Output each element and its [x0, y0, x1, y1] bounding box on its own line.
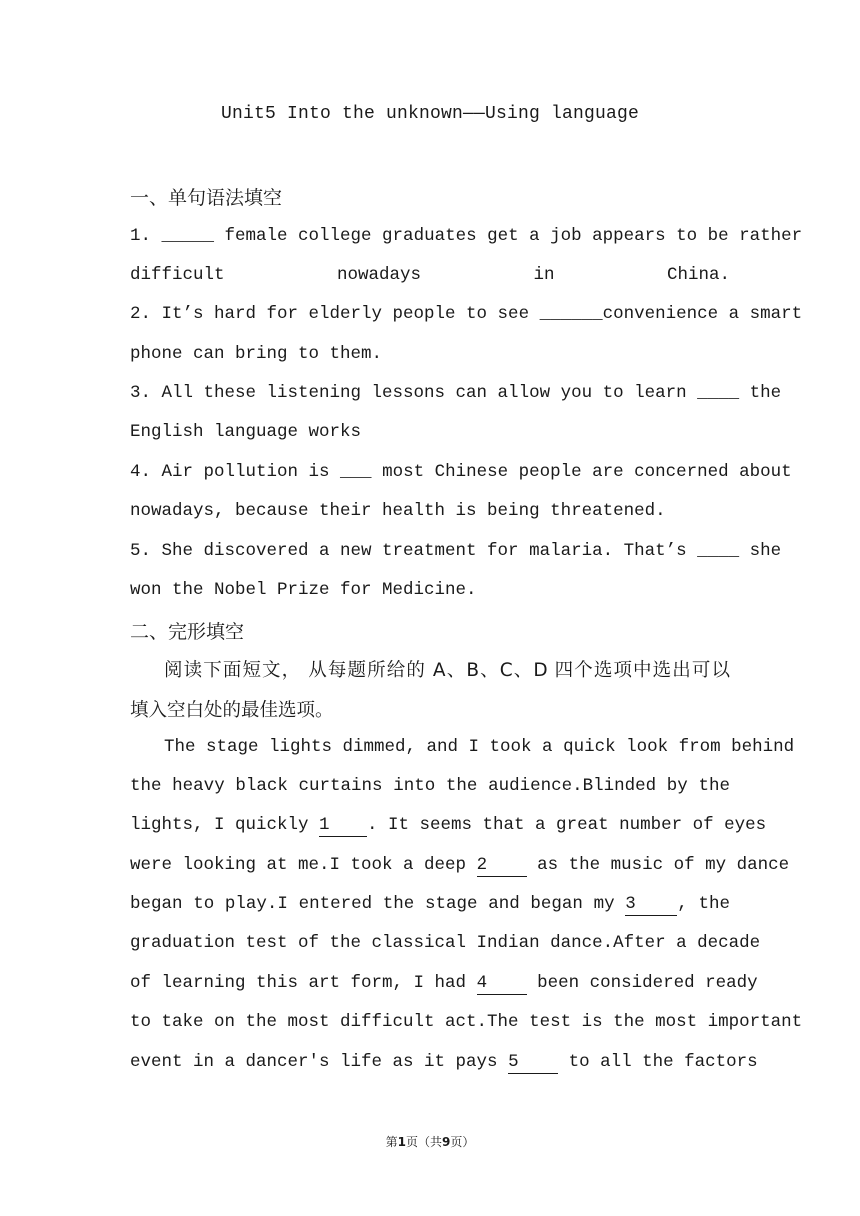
text-segment: as the music of my dance	[526, 855, 790, 875]
text-segment: the	[739, 383, 782, 403]
question-1-line-2: difficult nowadays in China.	[130, 265, 730, 285]
question-4-line-2: nowadays, because their health is being threatened.	[130, 501, 666, 521]
passage-line-7	[130, 973, 758, 995]
text-segment: lights, I quickly	[130, 815, 320, 835]
text-segment: event in a dancer's life as it pays	[130, 1052, 509, 1072]
answer-blank: ___	[340, 462, 372, 482]
answer-blank: _____	[161, 226, 215, 246]
text-segment: convenience a smart	[602, 304, 803, 324]
section1-heading: 一、单句语法填空	[130, 187, 283, 209]
footer-text: 第	[385, 1135, 398, 1149]
current-page-number: 1	[397, 1135, 406, 1149]
passage-line-8: to take on the most difficult act.The test is the most important	[130, 1012, 803, 1032]
passage-line-1: The stage lights dimmed, and I took a quick look from behind	[164, 737, 795, 757]
text-segment: were looking at me.I took a deep	[130, 855, 477, 875]
passage-line-6: graduation test of the classical Indian dance.After a decade	[130, 933, 761, 953]
text-segment: most Chinese people are concerned about	[371, 462, 792, 482]
answer-blank: ____	[697, 383, 740, 403]
cloze-blank-5: 5	[508, 1054, 558, 1074]
document-title: Unit5 Into the unknown——Using language	[220, 104, 640, 124]
text-segment: 5. She discovered a new treatment for malaria. That’s	[130, 541, 698, 561]
footer-text: 页）	[450, 1135, 475, 1149]
text-segment: began to play.I entered the stage and began my	[130, 894, 626, 914]
cloze-blank-1: 1	[319, 817, 367, 837]
answer-blank: ______	[539, 304, 603, 324]
text-segment: to all the factors	[558, 1052, 758, 1072]
answer-blank: ____	[697, 541, 740, 561]
text-segment: of learning this art form, I had	[130, 973, 477, 993]
question-3-line-1	[130, 383, 782, 403]
question-2-line-2: phone can bring to them.	[130, 344, 383, 364]
instructions-line-1: 阅读下面短文， 从每题所给的 A、B、C、D 四个选项中选出可以	[164, 660, 730, 681]
question-3-line-2: English language works	[130, 422, 362, 442]
question-5-line-1	[130, 541, 782, 561]
text-segment: , the	[677, 894, 730, 914]
cloze-blank-2: 2	[477, 857, 527, 877]
page-footer	[0, 1133, 860, 1150]
section2-heading: 二、完形填空	[130, 621, 245, 643]
cloze-blank-3: 3	[625, 896, 677, 916]
text-segment: 4. Air pollution is	[130, 462, 341, 482]
text-segment: 3. All these listening lessons can allow you to learn	[130, 383, 698, 403]
question-1-line-1	[130, 226, 803, 246]
total-pages-number: 9	[442, 1135, 451, 1149]
text-segment: female college graduates get a job appears to be rather	[214, 226, 803, 246]
text-segment: 1.	[130, 226, 162, 246]
passage-line-9	[130, 1052, 758, 1074]
question-5-line-2: won the Nobel Prize for Medicine.	[130, 580, 477, 600]
text-segment: been considered ready	[526, 973, 758, 993]
footer-text: 页（共	[405, 1135, 442, 1149]
text-segment: she	[739, 541, 782, 561]
text-segment: 2. It’s hard for elderly people to see	[130, 304, 540, 324]
text-segment: . It seems that a great number of eyes	[367, 815, 767, 835]
question-2-line-1	[130, 304, 803, 324]
passage-line-5	[130, 894, 730, 916]
question-4-line-1	[130, 462, 792, 482]
passage-line-4	[130, 855, 790, 877]
passage-line-2: the heavy black curtains into the audience.Blinded by the	[130, 776, 730, 796]
instructions-line-2: 填入空白处的最佳选项。	[130, 700, 334, 721]
cloze-blank-4: 4	[477, 975, 527, 995]
passage-line-3	[130, 815, 767, 837]
